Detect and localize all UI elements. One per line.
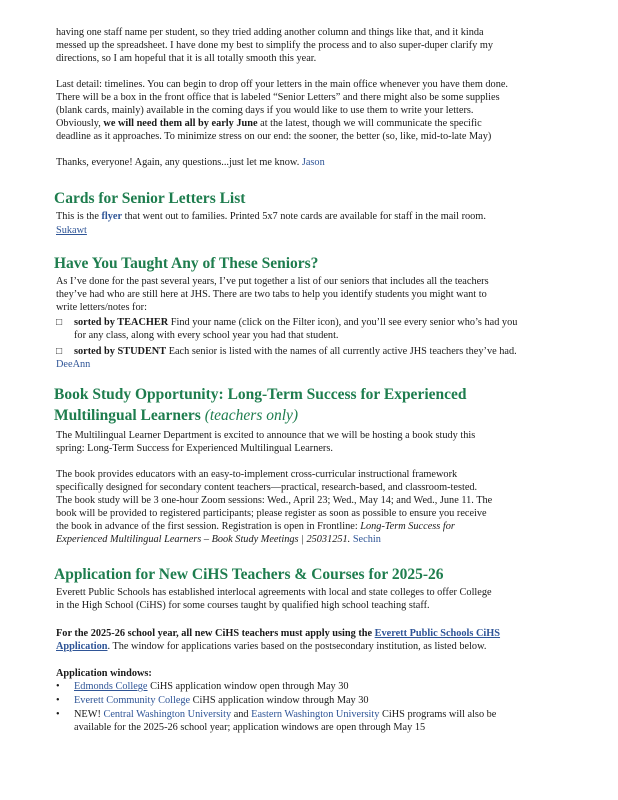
bullet-icon: • — [56, 709, 60, 720]
text-line: Thanks, everyone! Again, any questions...just let me know. Jason — [56, 157, 325, 168]
text-line: write letters/notes for: — [56, 302, 147, 313]
text-line: The Multilingual Learner Department is excited to announce that we will be hosting a book study this — [56, 430, 476, 441]
section-heading-seniors: Have You Taught Any of These Seniors? — [54, 255, 319, 272]
list-item: • Edmonds College CiHS application window open through May 30 — [56, 681, 349, 692]
list-item: • Everett Community College CiHS application window through May 30 — [56, 695, 369, 706]
text-line: book will be provided to registered participants; please register as soon as possible to ensure you receive — [56, 508, 487, 519]
section-heading-book-study: Book Study Opportunity: Long-Term Success for Experienced — [54, 386, 467, 403]
bullet-icon: • — [56, 681, 60, 692]
checkbox-icon: □ — [56, 317, 63, 328]
text-line: As I’ve done for the past several years, I’ve put together a list of our seniors that includes all the teachers — [56, 276, 489, 287]
windows-label: Application windows: — [56, 668, 152, 679]
signature-sukawt[interactable]: Sukawt — [56, 225, 87, 236]
text-line: spring: Long-Term Success for Experienced Multilingual Learners. — [56, 443, 333, 454]
text-line: they’ve had who are still here at JHS. There are two tabs to help you identify students you might want to — [56, 289, 487, 300]
text-line: The book provides educators with an easy-to-implement cross-curricular instructional framework — [56, 469, 458, 480]
everett-cc-link[interactable]: Everett Community College — [74, 695, 191, 706]
flyer-link[interactable]: flyer — [101, 211, 123, 222]
text-line: in the High School (CiHS) for some courses taught by qualified high school teaching staff. — [56, 600, 430, 611]
text-line: directions, so I am hopeful that it is all totally smooth this year. — [56, 53, 317, 64]
text-line: having one staff name per student, so they tried adding another column and things like that, and it kinda — [56, 27, 484, 38]
list-item: □ sorted by TEACHER Find your name (click on the Filter icon), and you’ll see every senior who’s had you for any class, along with every school year you had that student. — [56, 317, 518, 341]
section-heading-cards: Cards for Senior Letters List — [54, 190, 246, 207]
signature-deeann: DeeAnn — [56, 359, 91, 370]
text-line: specifically designed for secondary content teachers—practical, research-based, and classroom-tested. — [56, 482, 478, 493]
text-line: the book in advance of the first session. Registration is open in Frontline: Long-Term Success for — [56, 521, 455, 532]
signature-sechin: Sechin — [352, 534, 381, 545]
text-line: deadline as it approaches. To minimize stress on our end: the sooner, the better (so, like, mid-to-late May) — [56, 131, 492, 142]
student-tab-link[interactable]: sorted by STUDENT — [74, 346, 167, 357]
text-line: The book study will be 3 one-hour Zoom sessions: Wed., April 23; Wed., May 14; and Wed., June 11. The — [56, 495, 493, 506]
edmonds-college-link[interactable]: Edmonds College — [74, 681, 148, 692]
text-line — [56, 224, 568, 237]
checkbox-icon: □ — [56, 346, 63, 357]
deadline-emphasis: we will need them all by early June — [103, 118, 258, 129]
text-line: Application. The window for applications varies based on the postsecondary institution, as listed below. — [56, 641, 487, 652]
text-line: messed up the spreadsheet. I have done my best to simplify the process and to also super-duper clarify my — [56, 40, 494, 51]
text-line: Last detail: timelines. You can begin to drop off your letters in the main office whenever you have them done. — [56, 79, 508, 90]
text-line: This is the flyer that went out to families. Printed 5x7 note cards are available for staff in the mail room. — [56, 211, 486, 222]
signature-jason: Jason — [301, 157, 325, 168]
text-line: For the 2025-26 school year, all new CiHS teachers must apply using the Everett Public Schools CiHS — [56, 628, 501, 639]
section-heading-book-study-line2: Multilingual Learners (teachers only) — [54, 407, 299, 424]
list-item: • NEW! Central Washington University and Eastern Washington University CiHS programs will also be available for the 2025-26 school year; application windows are open through May 15 — [56, 709, 497, 733]
cihs-application-link[interactable]: Everett Public Schools CiHS — [374, 628, 501, 639]
text-line: Experienced Multilingual Learners – Book Study Meetings | 25031251. Sechin — [56, 534, 381, 545]
section-heading-cihs: Application for New CiHS Teachers & Courses for 2025-26 — [54, 566, 444, 583]
list-item: □ sorted by STUDENT Each senior is listed with the names of all currently active JHS teachers they’ve had. — [56, 346, 517, 357]
text-line — [56, 358, 568, 371]
text-line: (blank cards, mainly) available in the coming days if you would like to use them to write your letters. — [56, 105, 474, 116]
bullet-icon: • — [56, 695, 60, 706]
text-line: Everett Public Schools has established interlocal agreements with local and state colleges to offer College — [56, 587, 492, 598]
text-line: Obviously, we will need them all by early June at the latest, though we will communicate the specific — [56, 118, 482, 129]
cwu-link[interactable]: Central Washington University — [103, 709, 232, 720]
cihs-application-link-cont[interactable]: Application — [56, 641, 108, 652]
text-line: There will be a box in the front office that is labeled “Senior Letters” and there might also be some supplies — [56, 92, 500, 103]
teacher-tab-link[interactable]: sorted by TEACHER — [74, 317, 169, 328]
ewu-link[interactable]: Eastern Washington University — [251, 709, 380, 720]
